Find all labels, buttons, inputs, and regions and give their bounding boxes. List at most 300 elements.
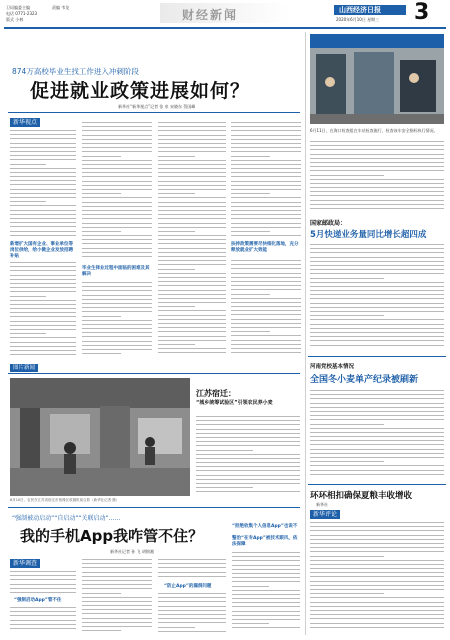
text-line bbox=[196, 458, 300, 459]
text-line bbox=[10, 575, 76, 576]
text-line bbox=[82, 139, 152, 140]
text-line bbox=[158, 281, 226, 282]
text-line bbox=[196, 470, 300, 471]
text-line bbox=[310, 465, 444, 466]
text-line bbox=[196, 483, 300, 484]
jiangsu-body bbox=[196, 416, 300, 496]
lead-col2-text-a bbox=[82, 122, 152, 262]
text-line bbox=[310, 166, 444, 167]
text-line bbox=[310, 474, 444, 475]
text-line bbox=[310, 424, 384, 425]
text-line bbox=[10, 222, 76, 223]
text-line bbox=[10, 615, 76, 616]
right-art1-body bbox=[310, 244, 444, 352]
text-line bbox=[82, 567, 152, 568]
text-line bbox=[158, 256, 226, 257]
masthead-rule bbox=[4, 27, 446, 29]
text-line bbox=[158, 168, 226, 169]
text-line bbox=[231, 223, 301, 224]
text-line bbox=[82, 332, 152, 333]
text-line bbox=[158, 239, 226, 240]
text-line bbox=[10, 205, 76, 206]
text-line bbox=[158, 197, 226, 198]
text-line bbox=[231, 168, 301, 169]
text-line bbox=[232, 590, 300, 591]
text-line bbox=[82, 618, 152, 619]
text-line bbox=[231, 289, 301, 290]
text-line bbox=[158, 223, 226, 224]
text-line bbox=[196, 420, 300, 421]
text-line bbox=[231, 294, 270, 295]
text-line bbox=[310, 535, 444, 536]
text-line bbox=[82, 218, 152, 219]
text-line bbox=[196, 475, 300, 476]
text-line bbox=[231, 189, 301, 190]
text-line bbox=[82, 336, 152, 337]
lead-subhead-1: 新增扩大国有企业、事业单位等岗位供给，给小微企业发放招聘补贴 bbox=[10, 242, 73, 259]
text-line bbox=[196, 437, 300, 438]
text-line bbox=[10, 151, 76, 152]
text-line bbox=[310, 187, 444, 188]
text-line bbox=[232, 577, 300, 578]
text-line bbox=[232, 627, 300, 628]
text-line bbox=[10, 275, 76, 276]
jiangsu-caption: 6月10日，农民在江苏省宿迁市宿豫区收割机前合影（新华社记者 摄） bbox=[10, 498, 120, 502]
text-line bbox=[310, 170, 444, 171]
text-line bbox=[232, 552, 300, 553]
text-line bbox=[10, 172, 76, 173]
text-line bbox=[196, 491, 300, 492]
text-line bbox=[82, 185, 152, 186]
text-line bbox=[231, 314, 301, 315]
text-line bbox=[10, 312, 76, 313]
text-line bbox=[231, 202, 301, 203]
text-line bbox=[231, 126, 301, 127]
text-line bbox=[82, 626, 152, 627]
text-line bbox=[158, 218, 226, 219]
text-line bbox=[310, 556, 384, 557]
page-number: 3 bbox=[414, 0, 430, 25]
text-line bbox=[231, 340, 301, 341]
text-line bbox=[82, 597, 152, 598]
text-line bbox=[196, 487, 253, 488]
text-line bbox=[158, 290, 226, 291]
text-line bbox=[158, 601, 226, 602]
text-line bbox=[158, 156, 195, 157]
text-line bbox=[10, 316, 76, 317]
text-line bbox=[82, 126, 152, 127]
text-line bbox=[10, 279, 76, 280]
text-line bbox=[310, 294, 444, 295]
text-line bbox=[158, 614, 226, 615]
text-line bbox=[310, 522, 444, 523]
text-line bbox=[231, 172, 301, 173]
text-line bbox=[310, 623, 444, 624]
masthead-editor-line-2: 责编 韦龙 bbox=[52, 5, 70, 10]
masthead-editor-line-3: 电话 0771-2323 bbox=[6, 11, 38, 16]
text-line bbox=[310, 261, 444, 262]
text-line bbox=[231, 323, 301, 324]
text-line bbox=[82, 290, 152, 291]
text-line bbox=[10, 218, 76, 219]
text-line bbox=[310, 158, 444, 159]
lead-col4-text-b bbox=[231, 260, 301, 360]
text-line bbox=[10, 346, 76, 347]
text-line bbox=[232, 619, 300, 620]
text-line bbox=[82, 345, 152, 346]
text-line bbox=[82, 210, 152, 211]
app-kicker: “强制被动启动”“自启动”“关联启动”…… bbox=[12, 515, 121, 522]
text-line bbox=[310, 398, 444, 399]
right-art3-body bbox=[310, 522, 444, 635]
text-line bbox=[310, 610, 444, 611]
text-line bbox=[10, 193, 76, 194]
text-line bbox=[10, 624, 76, 625]
right-art2-label: 河南党校基本情况 bbox=[310, 364, 355, 370]
text-line bbox=[158, 147, 226, 148]
text-line bbox=[231, 176, 301, 177]
text-line bbox=[10, 189, 76, 190]
text-line bbox=[10, 147, 76, 148]
text-line bbox=[82, 248, 152, 249]
text-line bbox=[158, 310, 226, 311]
text-line bbox=[231, 193, 270, 194]
text-line bbox=[232, 611, 300, 612]
text-line bbox=[232, 623, 269, 624]
text-line bbox=[310, 252, 444, 253]
text-line bbox=[231, 306, 301, 307]
paper-name-badge bbox=[334, 5, 406, 15]
text-line bbox=[158, 306, 195, 307]
text-line bbox=[158, 252, 226, 253]
text-line bbox=[10, 164, 46, 165]
text-line bbox=[231, 160, 301, 161]
text-line bbox=[231, 181, 301, 182]
text-line bbox=[158, 235, 226, 236]
text-line bbox=[82, 143, 152, 144]
text-line bbox=[10, 296, 46, 297]
text-line bbox=[232, 598, 300, 599]
text-line bbox=[10, 584, 76, 585]
text-line bbox=[310, 461, 384, 462]
column-divider bbox=[305, 32, 306, 635]
text-line bbox=[82, 349, 152, 350]
text-line bbox=[82, 622, 152, 623]
text-line bbox=[232, 606, 300, 607]
text-line bbox=[196, 441, 300, 442]
text-line bbox=[158, 563, 226, 564]
lead-section-label: 新华视点 bbox=[10, 118, 40, 127]
text-line bbox=[158, 567, 226, 568]
text-line bbox=[310, 614, 444, 615]
text-line bbox=[82, 576, 152, 577]
text-line bbox=[231, 264, 301, 265]
text-line bbox=[10, 176, 76, 177]
text-line bbox=[310, 265, 444, 266]
text-line bbox=[310, 560, 444, 561]
text-line bbox=[158, 618, 226, 619]
text-line bbox=[310, 593, 384, 594]
text-line bbox=[82, 324, 152, 325]
text-line bbox=[231, 235, 301, 236]
text-line bbox=[310, 419, 444, 420]
text-line bbox=[10, 611, 76, 612]
text-line bbox=[158, 576, 226, 577]
lead-col1-text-b bbox=[10, 262, 76, 360]
text-line bbox=[82, 605, 152, 606]
lead-subhead-2: 毕业生择业过程中面临的困难及其解决 bbox=[82, 266, 150, 277]
text-line bbox=[158, 331, 226, 332]
text-line bbox=[82, 231, 121, 232]
text-line bbox=[82, 197, 152, 198]
text-line bbox=[310, 191, 444, 192]
text-line bbox=[310, 585, 444, 586]
lead-subhead-3: 扶持政策需要尽快细化落地，充分释放就业扩大效能 bbox=[231, 242, 299, 253]
text-line bbox=[158, 248, 226, 249]
text-line bbox=[310, 244, 444, 245]
text-line bbox=[310, 328, 444, 329]
text-line bbox=[310, 627, 444, 628]
text-line bbox=[10, 283, 76, 284]
text-line bbox=[310, 154, 444, 155]
text-line bbox=[82, 320, 152, 321]
app-byline: 新华社记者 孙 飞 胡锦湘 bbox=[110, 549, 154, 554]
text-line bbox=[310, 145, 444, 146]
text-line bbox=[231, 331, 270, 332]
text-line bbox=[10, 210, 76, 211]
text-line bbox=[82, 299, 152, 300]
right-photo-caption: 6月11日，在海口检查组在车站检查施行，检查该车安全指标执行情况。 bbox=[310, 128, 438, 133]
text-line bbox=[158, 285, 226, 286]
text-line bbox=[158, 610, 226, 611]
text-line bbox=[10, 231, 76, 232]
right-art2-body bbox=[310, 390, 444, 480]
text-line bbox=[10, 329, 76, 330]
text-line bbox=[231, 143, 301, 144]
text-line bbox=[232, 615, 300, 616]
text-line bbox=[158, 151, 226, 152]
text-line bbox=[10, 321, 76, 322]
text-line bbox=[310, 572, 444, 573]
text-line bbox=[10, 214, 76, 215]
text-line bbox=[10, 300, 76, 301]
text-line bbox=[82, 286, 152, 287]
text-line bbox=[231, 147, 301, 148]
text-line bbox=[82, 341, 152, 342]
text-line bbox=[82, 328, 152, 329]
text-line bbox=[158, 344, 195, 345]
text-line bbox=[82, 156, 121, 157]
text-line bbox=[10, 620, 76, 621]
text-line bbox=[158, 185, 226, 186]
text-line bbox=[82, 235, 152, 236]
text-line bbox=[196, 479, 300, 480]
app-subhead-1: “强制启动App”管不住 bbox=[14, 598, 62, 603]
text-line bbox=[231, 231, 270, 232]
text-line bbox=[82, 307, 152, 308]
text-line bbox=[310, 248, 444, 249]
right-art3-label: 新华评论 bbox=[310, 510, 340, 519]
text-line bbox=[310, 539, 444, 540]
text-line bbox=[82, 593, 121, 594]
text-line bbox=[231, 277, 301, 278]
text-line bbox=[158, 126, 226, 127]
text-line bbox=[310, 149, 444, 150]
text-line bbox=[10, 308, 76, 309]
text-line bbox=[10, 304, 76, 305]
text-line bbox=[82, 193, 121, 194]
right-photo-body bbox=[310, 141, 444, 215]
jiangsu-subtitle: “城乡统筹试验区”引领农民养小麦 bbox=[196, 400, 273, 406]
text-line bbox=[158, 327, 226, 328]
text-line bbox=[10, 143, 76, 144]
text-line bbox=[310, 568, 444, 569]
text-line bbox=[158, 189, 226, 190]
text-line bbox=[310, 390, 444, 391]
app-headline: 我的手机App我咋管不住？ bbox=[20, 527, 204, 545]
text-line bbox=[10, 350, 76, 351]
text-line bbox=[231, 156, 270, 157]
right-rule-2 bbox=[308, 484, 446, 485]
text-line bbox=[158, 631, 226, 632]
text-line bbox=[310, 530, 444, 531]
text-line bbox=[231, 130, 301, 131]
text-line bbox=[196, 462, 300, 463]
text-line bbox=[310, 175, 384, 176]
text-line bbox=[158, 181, 226, 182]
text-line bbox=[231, 185, 301, 186]
text-line bbox=[82, 130, 152, 131]
text-line bbox=[310, 204, 444, 205]
text-line bbox=[310, 403, 444, 404]
text-line bbox=[231, 210, 301, 211]
text-line bbox=[310, 303, 444, 304]
text-line bbox=[310, 449, 444, 450]
text-line bbox=[231, 214, 301, 215]
text-line bbox=[310, 340, 444, 341]
text-line bbox=[10, 333, 46, 334]
text-line bbox=[310, 428, 444, 429]
text-line bbox=[10, 138, 76, 139]
text-line bbox=[10, 262, 76, 263]
text-line bbox=[310, 179, 444, 180]
text-line bbox=[82, 316, 121, 317]
lead-byline: 新华社“新华视点”记者 张 泉 宋晓东 蔡国峰 bbox=[118, 104, 196, 109]
text-line bbox=[232, 594, 300, 595]
text-line bbox=[231, 268, 301, 269]
text-line bbox=[310, 311, 444, 312]
text-line bbox=[158, 336, 226, 337]
text-line bbox=[196, 424, 300, 425]
text-line bbox=[82, 172, 152, 173]
text-line bbox=[310, 394, 444, 395]
text-line bbox=[232, 556, 300, 557]
text-line bbox=[158, 139, 226, 140]
text-line bbox=[310, 526, 444, 527]
text-line bbox=[158, 348, 226, 349]
text-line bbox=[310, 345, 444, 346]
text-line bbox=[82, 559, 152, 560]
text-line bbox=[310, 564, 444, 565]
paper-name: 山西经济日报 bbox=[339, 6, 381, 14]
text-line bbox=[82, 147, 152, 148]
text-line bbox=[231, 348, 301, 349]
lead-col3-text bbox=[158, 122, 226, 360]
issue-date: 2020年6月10日 星期三 bbox=[336, 17, 380, 22]
text-line bbox=[231, 310, 301, 311]
text-line bbox=[158, 593, 226, 594]
text-line bbox=[232, 560, 300, 561]
text-line bbox=[231, 298, 301, 299]
text-line bbox=[158, 135, 226, 136]
app-subhead-3: “防止App”的漏洞问题 bbox=[164, 584, 212, 589]
text-line bbox=[10, 588, 76, 589]
text-line bbox=[82, 572, 152, 573]
text-line bbox=[82, 252, 152, 253]
text-line bbox=[231, 335, 301, 336]
text-line bbox=[10, 155, 76, 156]
text-line bbox=[310, 606, 444, 607]
text-line bbox=[158, 352, 226, 353]
text-line bbox=[10, 337, 76, 338]
text-line bbox=[10, 159, 76, 160]
text-line bbox=[82, 584, 152, 585]
text-line bbox=[158, 627, 195, 628]
text-line bbox=[231, 197, 301, 198]
text-line bbox=[10, 201, 46, 202]
text-line bbox=[10, 180, 76, 181]
text-line bbox=[82, 227, 152, 228]
text-line bbox=[82, 601, 152, 602]
jiangsu-title: 江苏宿迁： bbox=[196, 389, 236, 398]
text-line bbox=[231, 352, 301, 353]
text-line bbox=[10, 197, 76, 198]
text-line bbox=[82, 181, 152, 182]
text-line bbox=[310, 453, 444, 454]
photo-rule bbox=[8, 373, 300, 374]
text-line bbox=[232, 565, 300, 566]
app-col3-text-b bbox=[158, 593, 226, 635]
text-line bbox=[82, 239, 152, 240]
text-line bbox=[196, 450, 253, 451]
right-art1-label: 国家邮政局： bbox=[310, 220, 347, 227]
text-line bbox=[10, 291, 76, 292]
text-line bbox=[310, 547, 444, 548]
text-line bbox=[158, 176, 226, 177]
text-line bbox=[158, 273, 226, 274]
lead-col4-text-a bbox=[231, 122, 301, 240]
text-line bbox=[10, 266, 76, 267]
text-line bbox=[82, 353, 121, 354]
text-line bbox=[231, 122, 301, 123]
text-line bbox=[158, 269, 195, 270]
lead-rule bbox=[8, 112, 300, 113]
text-line bbox=[158, 277, 226, 278]
text-line bbox=[231, 218, 301, 219]
text-line bbox=[232, 602, 300, 603]
text-line bbox=[310, 543, 444, 544]
text-line bbox=[310, 407, 444, 408]
text-line bbox=[82, 563, 152, 564]
text-line bbox=[82, 189, 152, 190]
right-art3-sticker: 新华社 bbox=[316, 502, 328, 507]
text-line bbox=[310, 282, 444, 283]
text-line bbox=[310, 457, 444, 458]
text-line bbox=[310, 597, 444, 598]
photo-news-tag: 图片新闻 bbox=[10, 364, 38, 372]
text-line bbox=[310, 195, 444, 196]
text-line bbox=[10, 579, 76, 580]
